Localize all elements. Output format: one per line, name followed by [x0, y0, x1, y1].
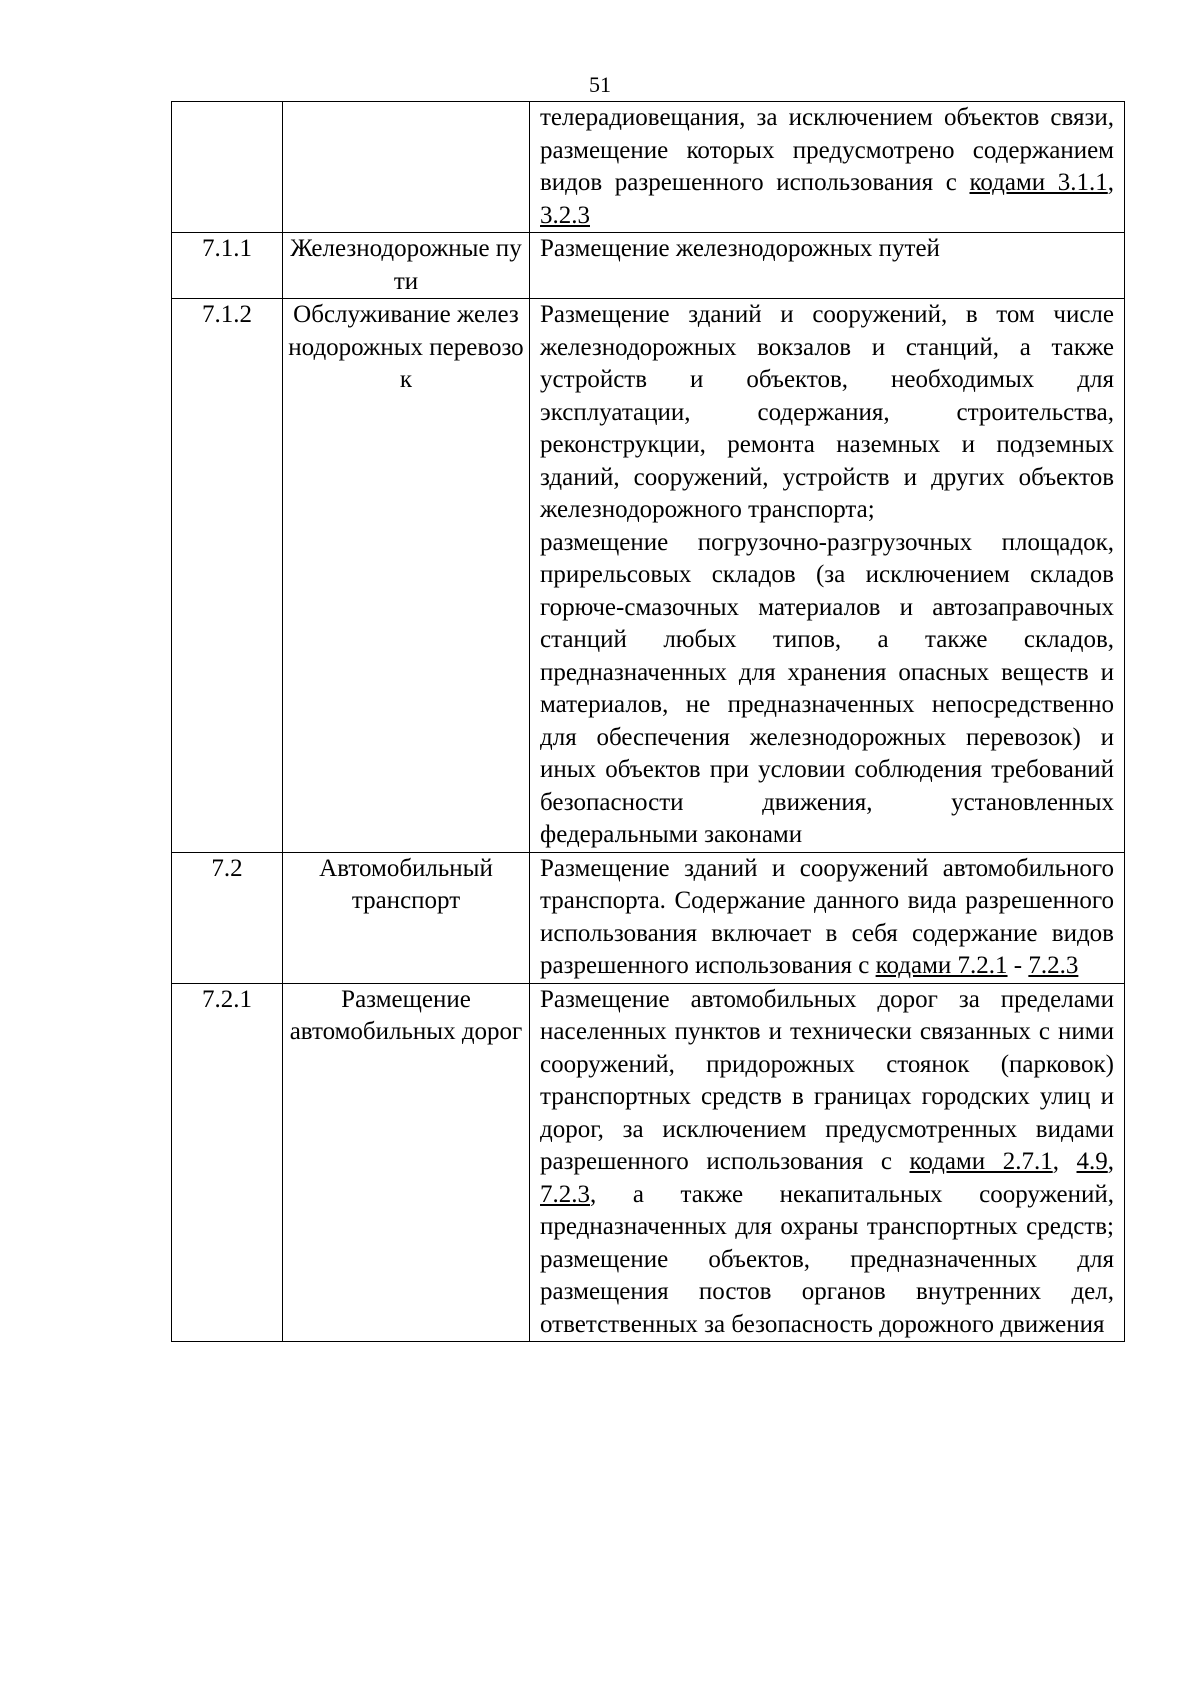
description-paragraph: размещение погрузочно-разгрузочных площадок, прирельсовых складов (за исключением складов горюче-смазочных материалов и автозаправочных станций любых типов, а также складов, предназначенных для хранения опасных веществ и материалов, не предназначенных непосредственно для обеспечения железнодорожных перевозок) и иных объектов при условии соблюдения требований безопасности движения, установленных федеральными законами: [540, 528, 1114, 848]
separator-text: ,: [1107, 1148, 1115, 1175]
name-cell: Размещение автомобильных дорог: [283, 983, 530, 1342]
code-link[interactable]: 4.9: [1076, 1148, 1108, 1175]
code-cell: 7.2: [172, 852, 283, 983]
code-cell: 7.1.1: [172, 233, 283, 299]
name-cell: [283, 102, 530, 233]
description-text: , а также некапитальных сооружений, предназначенных для охраны транспортных средств; размещение объектов, предназначенных для размещения постов органов внутренних дел, ответственных за безопасность дорожного движения: [540, 1180, 1114, 1338]
code-link[interactable]: 7.2.3: [540, 1180, 590, 1208]
separator-text: ,: [1107, 169, 1115, 196]
table-row: [172, 983, 1125, 1342]
code-link[interactable]: кодами 2.7.1: [909, 1148, 1053, 1175]
table-row: [172, 852, 1125, 983]
code-cell: [172, 102, 283, 233]
code-cell: 7.1.2: [172, 299, 283, 853]
table-row: [172, 299, 1125, 853]
land-use-table: [171, 101, 1125, 1342]
name-cell: Обслуживание железнодорожных перевозок: [283, 299, 530, 853]
description-text: Размещение автомобильных дорог за пределами населенных пунктов и технически связанных с ними сооружений, придорожных стоянок (парковок) транспортных средств в границах городских улиц и дорог, за исключением предусмотренных видами разрешенного использования с: [540, 985, 1114, 1175]
description-cell: [530, 299, 1125, 853]
page-number: 51: [589, 72, 611, 97]
separator-text: -: [1007, 952, 1029, 979]
code-cell: 7.2.1: [172, 983, 283, 1342]
code-link[interactable]: 7.2.3: [1028, 952, 1079, 979]
separator-text: ,: [1052, 1148, 1077, 1175]
table-row: [172, 233, 1125, 299]
description-text: Размещение зданий и сооружений автомобильного транспорта. Содержание данного вида разрешенного использования включает в себя содержание видов разрешенного использования с: [540, 854, 1114, 979]
description-paragraph: Размещение зданий и сооружений, в том числе железнодорожных вокзалов и станций, а также устройств и объектов, необходимых для эксплуатации, содержания, строительства, реконструкции, ремонта наземных и подземных зданий, сооружений, устройств и других объектов железнодорожного транспорта;: [540, 301, 1114, 523]
name-cell: Железнодорожные пути: [283, 233, 530, 299]
description-cell: [530, 983, 1125, 1342]
description-text: телерадиовещания, за исключением объектов связи, размещение которых предусмотрено содержанием видов разрешенного использования с: [540, 104, 1114, 196]
description-cell: Размещение железнодорожных путей: [530, 233, 1125, 299]
name-cell: Автомобильный транспорт: [283, 852, 530, 983]
code-link[interactable]: кодами 7.2.1: [875, 952, 1008, 979]
description-cell: [530, 852, 1125, 983]
code-link[interactable]: кодами 3.1.1: [969, 169, 1108, 196]
code-link[interactable]: 3.2.3: [540, 201, 590, 229]
description-cell: [530, 102, 1125, 233]
table-row: [172, 102, 1125, 233]
